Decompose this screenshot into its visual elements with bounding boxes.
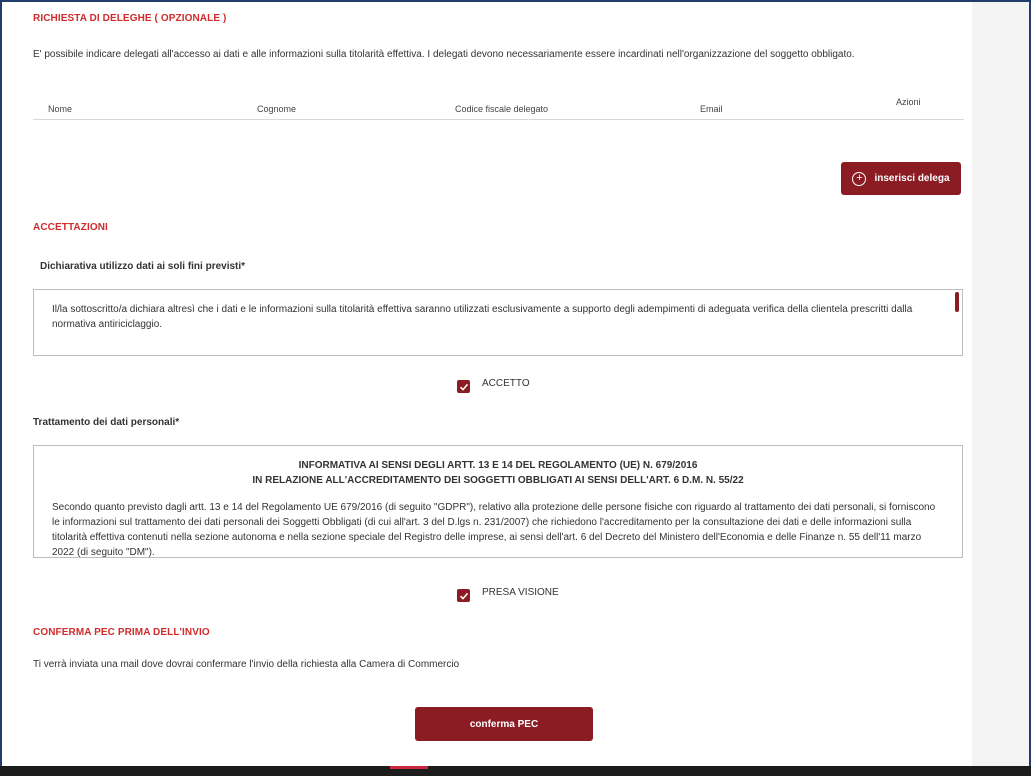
informativa-text: Secondo quanto previsto dagli artt. 13 e 14 del Regolamento UE 679/2016 (di seguito "GDPR"), relativo alla protezione delle persone fisiche con riguardo al trattamento dei dati personali, si forniscono le informazioni sul trattamento dei dati personali dei Soggetti Obbligati (di cui all'art. 3 del D.lgs n. 231/2007) che richiedono l'accreditamento per la consultazione dei dati e delle informazioni sulla titolarità effettiva contenuti nella sezione autonoma e nella sezione speciale del Registro delle imprese, ai sensi dell'art. 6 del Decreto del Ministero dell'Economia e delle Finanze n. 55 dell'11 marzo 2022 (di seguito "DM"). — [52, 502, 936, 558]
conferma-pec-button[interactable] — [415, 707, 593, 741]
column-header-azioni: Azioni — [896, 97, 921, 107]
conferma-pec-label: conferma PEC — [469, 718, 539, 730]
accettazioni-section-title: ACCETTAZIONI — [33, 222, 108, 233]
accetto-checkbox[interactable] — [457, 380, 470, 393]
informativa-heading-line2: IN RELAZIONE ALL'ACCREDITAMENTO DEI SOGGETTI OBBLIGATI AI SENSI DELL'ART. 6 D.M. N. 55/22 — [252, 475, 744, 486]
presa-visione-label: PRESA VISIONE — [482, 587, 559, 598]
bottom-bar — [0, 766, 1031, 776]
deleghe-section-title: RICHIESTA DI DELEGHE ( OPZIONALE ) — [33, 13, 227, 24]
checkmark-icon — [459, 591, 469, 601]
presa-visione-checkbox[interactable] — [457, 589, 470, 602]
column-header-codice-fiscale: Codice fiscale delegato — [455, 104, 549, 114]
inserisci-delega-label: inserisci delega — [874, 173, 950, 184]
page-gutter — [972, 2, 1029, 766]
informativa-textbox[interactable] — [33, 445, 963, 558]
column-header-email: Email — [700, 104, 723, 114]
informativa-heading-line1: INFORMATIVA AI SENSI DEGLI ARTT. 13 E 14 DEL REGOLAMENTO (UE) N. 679/2016 — [298, 460, 698, 471]
dichiarativa-textbox[interactable] — [33, 289, 963, 356]
pec-section-title: CONFERMA PEC PRIMA DELL'INVIO — [33, 627, 210, 638]
bottom-bar-accent — [390, 766, 428, 769]
deleghe-description: E' possibile indicare delegati all'accesso ai dati e alle informazioni sulla titolarità effettiva. I delegati devono necessariamente essere incardinati nell'organizzazione del soggetto obbligato. — [33, 49, 855, 60]
table-divider — [33, 119, 964, 120]
plus-circle-icon: + — [852, 172, 866, 186]
dichiarativa-scrollbar[interactable] — [955, 292, 959, 312]
trattamento-label: Trattamento dei dati personali* — [33, 417, 180, 428]
column-header-cognome: Cognome — [257, 104, 297, 114]
dichiarativa-label: Dichiarativa utilizzo dati ai soli fini previsti* — [40, 261, 246, 272]
accetto-label: ACCETTO — [482, 378, 530, 389]
column-header-nome: Nome — [48, 104, 73, 114]
inserisci-delega-button[interactable] — [841, 162, 961, 195]
pec-description: Ti verrà inviata una mail dove dovrai confermare l'invio della richiesta alla Camera di Commercio — [33, 659, 460, 670]
dichiarativa-text: Il/la sottoscritto/a dichiara altresì che i dati e le informazioni sulla titolarità effettiva saranno utilizzati esclusivamente a supporto degli adempimenti di adeguata verifica della clientela prescritti dalla normativa antiriciclaggio. — [52, 304, 913, 330]
checkmark-icon — [459, 382, 469, 392]
